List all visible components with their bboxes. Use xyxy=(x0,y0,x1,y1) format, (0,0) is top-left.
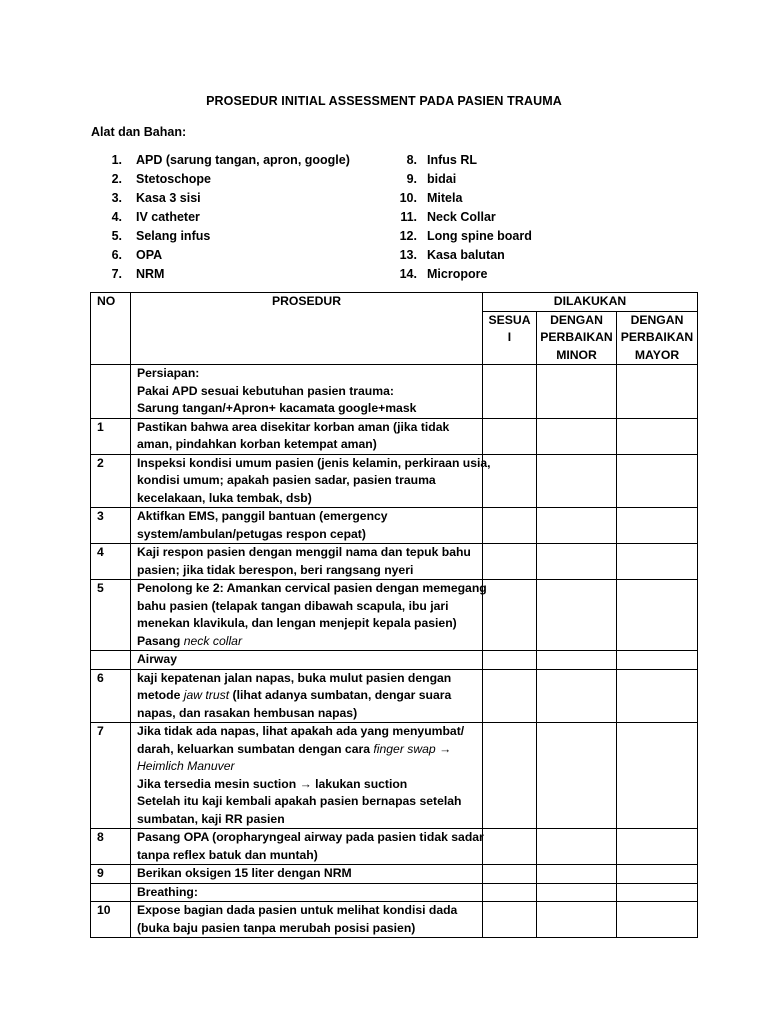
procedure-segment: Pastikan bahwa area disekitar korban aman (jika tidak xyxy=(137,419,450,434)
procedure-segment: Pakai APD sesuai kebutuhan pasien trauma: xyxy=(137,383,394,398)
procedure-segment: neck collar xyxy=(183,633,243,648)
table-row xyxy=(91,418,698,454)
material-item xyxy=(393,208,532,227)
procedure-segment: system/ambulan/petugas respon cepat) xyxy=(137,526,366,541)
procedure-line xyxy=(137,419,478,437)
check-minor-cell[interactable] xyxy=(537,365,617,419)
material-number: 14. xyxy=(399,267,417,281)
material-item xyxy=(393,170,532,189)
procedure-line xyxy=(137,865,478,883)
header-sesuai xyxy=(483,311,537,365)
procedure-text xyxy=(131,669,483,723)
procedure-line xyxy=(137,615,478,633)
material-text: Mitela xyxy=(427,191,463,205)
check-sesuai-cell[interactable] xyxy=(483,651,537,670)
material-item xyxy=(106,151,350,170)
check-mayor-cell[interactable] xyxy=(617,829,698,865)
material-item xyxy=(393,265,532,284)
material-item xyxy=(106,246,350,265)
procedure-line xyxy=(137,400,478,418)
check-sesuai-cell[interactable] xyxy=(483,418,537,454)
table-row xyxy=(91,508,698,544)
row-number xyxy=(91,883,131,902)
check-mayor-cell[interactable] xyxy=(617,365,698,419)
material-number: 6. xyxy=(111,248,122,262)
procedure-segment: Pasang OPA (oropharyngeal airway pada pasien tidak sadar xyxy=(137,830,484,844)
procedure-text xyxy=(131,544,483,580)
materials-list-right xyxy=(393,151,532,284)
row-number: 1 xyxy=(91,418,131,454)
procedure-segment: Aktifkan EMS, panggil bantuan (emergency xyxy=(137,509,388,523)
check-mayor-cell[interactable] xyxy=(617,508,698,544)
procedure-text xyxy=(131,580,487,651)
check-sesuai-cell[interactable] xyxy=(483,669,537,723)
procedure-segment: (lihat adanya sumbatan, dengar suara xyxy=(229,688,452,702)
header-minor-line: MINOR xyxy=(556,347,597,362)
procedure-segment: kondisi umum; apakah pasien sadar, pasien trauma xyxy=(137,473,436,487)
check-mayor-cell[interactable] xyxy=(617,883,698,902)
header-mayor-line: MAYOR xyxy=(634,347,680,362)
procedure-segment: kecelakaan, luka tembak, dsb) xyxy=(137,490,312,505)
material-number: 1. xyxy=(111,153,122,167)
procedure-segment: kaji kepatenan jalan napas, buka mulut pasien dengan xyxy=(137,670,452,685)
check-sesuai-cell[interactable] xyxy=(483,865,537,884)
procedure-line xyxy=(137,526,478,544)
procedure-text xyxy=(131,418,483,454)
procedure-line xyxy=(137,793,478,811)
table-row xyxy=(91,669,698,723)
row-number: 9 xyxy=(91,865,131,884)
procedure-table-body xyxy=(91,365,698,938)
check-minor-cell[interactable] xyxy=(537,508,617,544)
material-number: 9. xyxy=(406,172,417,186)
check-mayor-cell[interactable] xyxy=(617,580,698,651)
procedure-segment: Jika tersedia mesin suction → lakukan suction xyxy=(137,776,408,791)
procedure-line xyxy=(137,847,478,865)
header-minor-line: DENGAN xyxy=(550,312,603,327)
procedure-segment: Pasang xyxy=(137,633,184,648)
procedure-line xyxy=(137,544,478,562)
material-item xyxy=(393,189,532,208)
procedure-line xyxy=(137,651,478,669)
row-number: 5 xyxy=(91,580,131,651)
procedure-segment: Jika tidak ada napas, lihat apakah ada yang menyumbat/ xyxy=(137,724,465,738)
procedure-segment: pasien; jika tidak berespon, beri rangsang nyeri xyxy=(137,562,414,577)
procedure-line xyxy=(137,884,478,902)
header-mayor xyxy=(617,311,698,365)
procedure-line xyxy=(137,598,478,616)
procedure-line xyxy=(137,811,478,829)
check-sesuai-cell[interactable] xyxy=(483,902,537,938)
check-minor-cell[interactable] xyxy=(537,651,617,670)
check-mayor-cell[interactable] xyxy=(617,544,698,580)
header-prosedur: PROSEDUR xyxy=(131,293,483,365)
check-minor-cell[interactable] xyxy=(537,902,617,938)
header-sesuai-line: SESUA xyxy=(488,312,531,327)
procedure-segment: napas, dan rasakan hembusan napas) xyxy=(137,705,358,720)
check-minor-cell[interactable] xyxy=(537,454,617,508)
procedure-text xyxy=(131,365,483,419)
procedure-segment: finger swap → xyxy=(373,741,452,756)
table-header-row xyxy=(91,293,698,312)
row-number: 8 xyxy=(91,829,131,865)
header-dilakukan: DILAKUKAN xyxy=(483,293,698,312)
table-row xyxy=(91,651,698,670)
table-row xyxy=(91,580,698,651)
header-mayor-line: DENGAN xyxy=(630,312,684,327)
procedure-segment: sumbatan, kaji RR pasien xyxy=(137,811,285,826)
row-number xyxy=(91,365,131,419)
procedure-line xyxy=(137,705,478,723)
procedure-line xyxy=(137,455,491,473)
row-number: 3 xyxy=(91,508,131,544)
procedure-line xyxy=(137,758,478,776)
check-minor-cell[interactable] xyxy=(537,865,617,884)
procedure-segment: Sarung tangan/+Apron+ kacamata google+mask xyxy=(137,401,417,415)
procedure-line xyxy=(137,776,478,794)
material-number: 3. xyxy=(111,191,122,205)
material-item xyxy=(393,151,532,170)
material-text: Micropore xyxy=(427,267,488,281)
material-text: APD (sarung tangan, apron, google) xyxy=(136,153,350,167)
material-number: 8. xyxy=(406,153,417,167)
procedure-segment: Setelah itu kaji kembali apakah pasien bernapas setelah xyxy=(137,794,462,808)
check-minor-cell[interactable] xyxy=(537,544,617,580)
procedure-line xyxy=(137,490,478,508)
check-mayor-cell[interactable] xyxy=(617,902,698,938)
material-number: 5. xyxy=(111,229,122,243)
material-item xyxy=(106,170,350,189)
procedure-line xyxy=(137,383,478,401)
header-minor xyxy=(537,311,617,365)
procedure-line xyxy=(137,508,478,526)
header-mayor-line: PERBAIKAN xyxy=(620,330,694,344)
material-number: 13. xyxy=(399,248,417,262)
check-mayor-cell[interactable] xyxy=(617,865,698,884)
material-item xyxy=(106,227,350,246)
procedure-segment: darah, keluarkan sumbatan dengan cara xyxy=(137,741,374,756)
material-text: Selang infus xyxy=(136,229,211,243)
material-text: Kasa balutan xyxy=(427,248,505,262)
row-number: 7 xyxy=(91,723,131,829)
procedure-segment: menekan klavikula, dan lengan menjepit kepala pasien) xyxy=(137,616,457,630)
check-sesuai-cell[interactable] xyxy=(483,723,537,829)
procedure-line xyxy=(137,436,478,454)
check-minor-cell[interactable] xyxy=(537,829,617,865)
procedure-segment: jaw trust xyxy=(183,688,230,702)
procedure-table xyxy=(90,292,698,938)
procedure-segment: Kaji respon pasien dengan menggil nama dan tepuk bahu xyxy=(137,545,471,559)
table-row xyxy=(91,829,698,865)
row-number: 4 xyxy=(91,544,131,580)
material-number: 10. xyxy=(399,191,417,205)
material-text: Long spine board xyxy=(427,229,532,243)
procedure-line xyxy=(137,670,478,688)
material-number: 12. xyxy=(399,229,417,243)
procedure-text xyxy=(131,723,483,829)
procedure-line xyxy=(137,920,478,938)
material-item xyxy=(393,246,532,265)
procedure-segment: Berikan oksigen 15 liter dengan NRM xyxy=(137,866,352,880)
material-text: Neck Collar xyxy=(427,210,496,224)
table-row xyxy=(91,454,698,508)
material-item xyxy=(106,265,350,284)
check-minor-cell[interactable] xyxy=(537,418,617,454)
material-number: 7. xyxy=(111,267,122,281)
check-minor-cell[interactable] xyxy=(537,580,617,651)
table-row xyxy=(91,365,698,419)
check-sesuai-cell[interactable] xyxy=(483,365,537,419)
procedure-segment: Airway xyxy=(137,652,177,666)
procedure-segment: aman, pindahkan korban ketempat aman) xyxy=(137,437,377,451)
procedure-text xyxy=(131,883,483,902)
check-mayor-cell[interactable] xyxy=(617,418,698,454)
check-sesuai-cell[interactable] xyxy=(483,544,537,580)
material-text: Kasa 3 sisi xyxy=(136,191,201,205)
procedure-line xyxy=(137,829,484,847)
row-number: 10 xyxy=(91,902,131,938)
check-mayor-cell[interactable] xyxy=(617,651,698,670)
procedure-text xyxy=(131,508,483,544)
header-no: NO xyxy=(91,293,131,365)
procedure-segment: Heimlich Manuver xyxy=(137,759,235,773)
material-text: IV catheter xyxy=(136,210,200,224)
check-sesuai-cell[interactable] xyxy=(483,454,537,508)
row-number: 2 xyxy=(91,454,131,508)
check-sesuai-cell[interactable] xyxy=(483,580,537,651)
document-title: PROSEDUR INITIAL ASSESSMENT PADA PASIEN TRAUMA xyxy=(206,94,562,108)
procedure-text xyxy=(131,902,483,938)
procedure-text xyxy=(131,829,483,865)
procedure-line xyxy=(137,687,478,705)
procedure-text xyxy=(131,865,483,884)
materials-heading: Alat dan Bahan: xyxy=(91,125,187,139)
procedure-line xyxy=(137,562,478,580)
check-mayor-cell[interactable] xyxy=(617,454,698,508)
check-sesuai-cell[interactable] xyxy=(483,508,537,544)
procedure-segment: (buka baju pasien tanpa merubah posisi pasien) xyxy=(137,920,416,935)
procedure-segment: Expose bagian dada pasien untuk melihat kondisi dada xyxy=(137,903,458,917)
table-row xyxy=(91,883,698,902)
check-mayor-cell[interactable] xyxy=(617,669,698,723)
material-text: NRM xyxy=(136,267,165,281)
table-row xyxy=(91,865,698,884)
check-minor-cell[interactable] xyxy=(537,669,617,723)
material-number: 11. xyxy=(400,210,417,224)
check-sesuai-cell[interactable] xyxy=(483,829,537,865)
procedure-segment: bahu pasien (telapak tangan dibawah scapula, ibu jari xyxy=(137,598,449,613)
table-row xyxy=(91,723,698,829)
procedure-line xyxy=(137,472,478,490)
header-minor-line: PERBAIKAN xyxy=(540,330,613,344)
procedure-line xyxy=(137,633,478,651)
procedure-line xyxy=(137,580,487,598)
material-number: 4. xyxy=(111,210,122,224)
check-minor-cell[interactable] xyxy=(537,723,617,829)
row-number xyxy=(91,651,131,670)
header-sesuai-line: I xyxy=(507,330,512,344)
check-minor-cell[interactable] xyxy=(537,883,617,902)
material-text: bidai xyxy=(427,172,457,186)
material-text: Infus RL xyxy=(427,153,477,167)
procedure-segment: Penolong ke 2: Amankan cervical pasien dengan memegang xyxy=(137,581,487,595)
material-text: Stetoschope xyxy=(136,172,212,186)
procedure-segment: Breathing: xyxy=(137,884,198,899)
procedure-line xyxy=(137,365,478,383)
procedure-segment: tanpa reflex batuk dan muntah) xyxy=(137,847,318,862)
check-sesuai-cell[interactable] xyxy=(483,883,537,902)
material-item xyxy=(393,227,532,246)
procedure-text xyxy=(131,651,483,670)
check-mayor-cell[interactable] xyxy=(617,723,698,829)
procedure-segment: Persiapan: xyxy=(137,366,200,380)
table-row xyxy=(91,544,698,580)
material-number: 2. xyxy=(111,172,122,186)
procedure-text xyxy=(131,454,491,508)
procedure-segment: Inspeksi kondisi umum pasien (jenis kelamin, perkiraan usia, xyxy=(137,455,491,470)
procedure-line xyxy=(137,741,478,759)
row-number: 6 xyxy=(91,669,131,723)
table-row xyxy=(91,902,698,938)
procedure-line xyxy=(137,723,478,741)
materials-list-left xyxy=(106,151,350,284)
material-text: OPA xyxy=(136,248,163,262)
material-item xyxy=(106,208,350,227)
procedure-segment: metode xyxy=(137,688,184,702)
procedure-line xyxy=(137,902,478,920)
material-item xyxy=(106,189,350,208)
